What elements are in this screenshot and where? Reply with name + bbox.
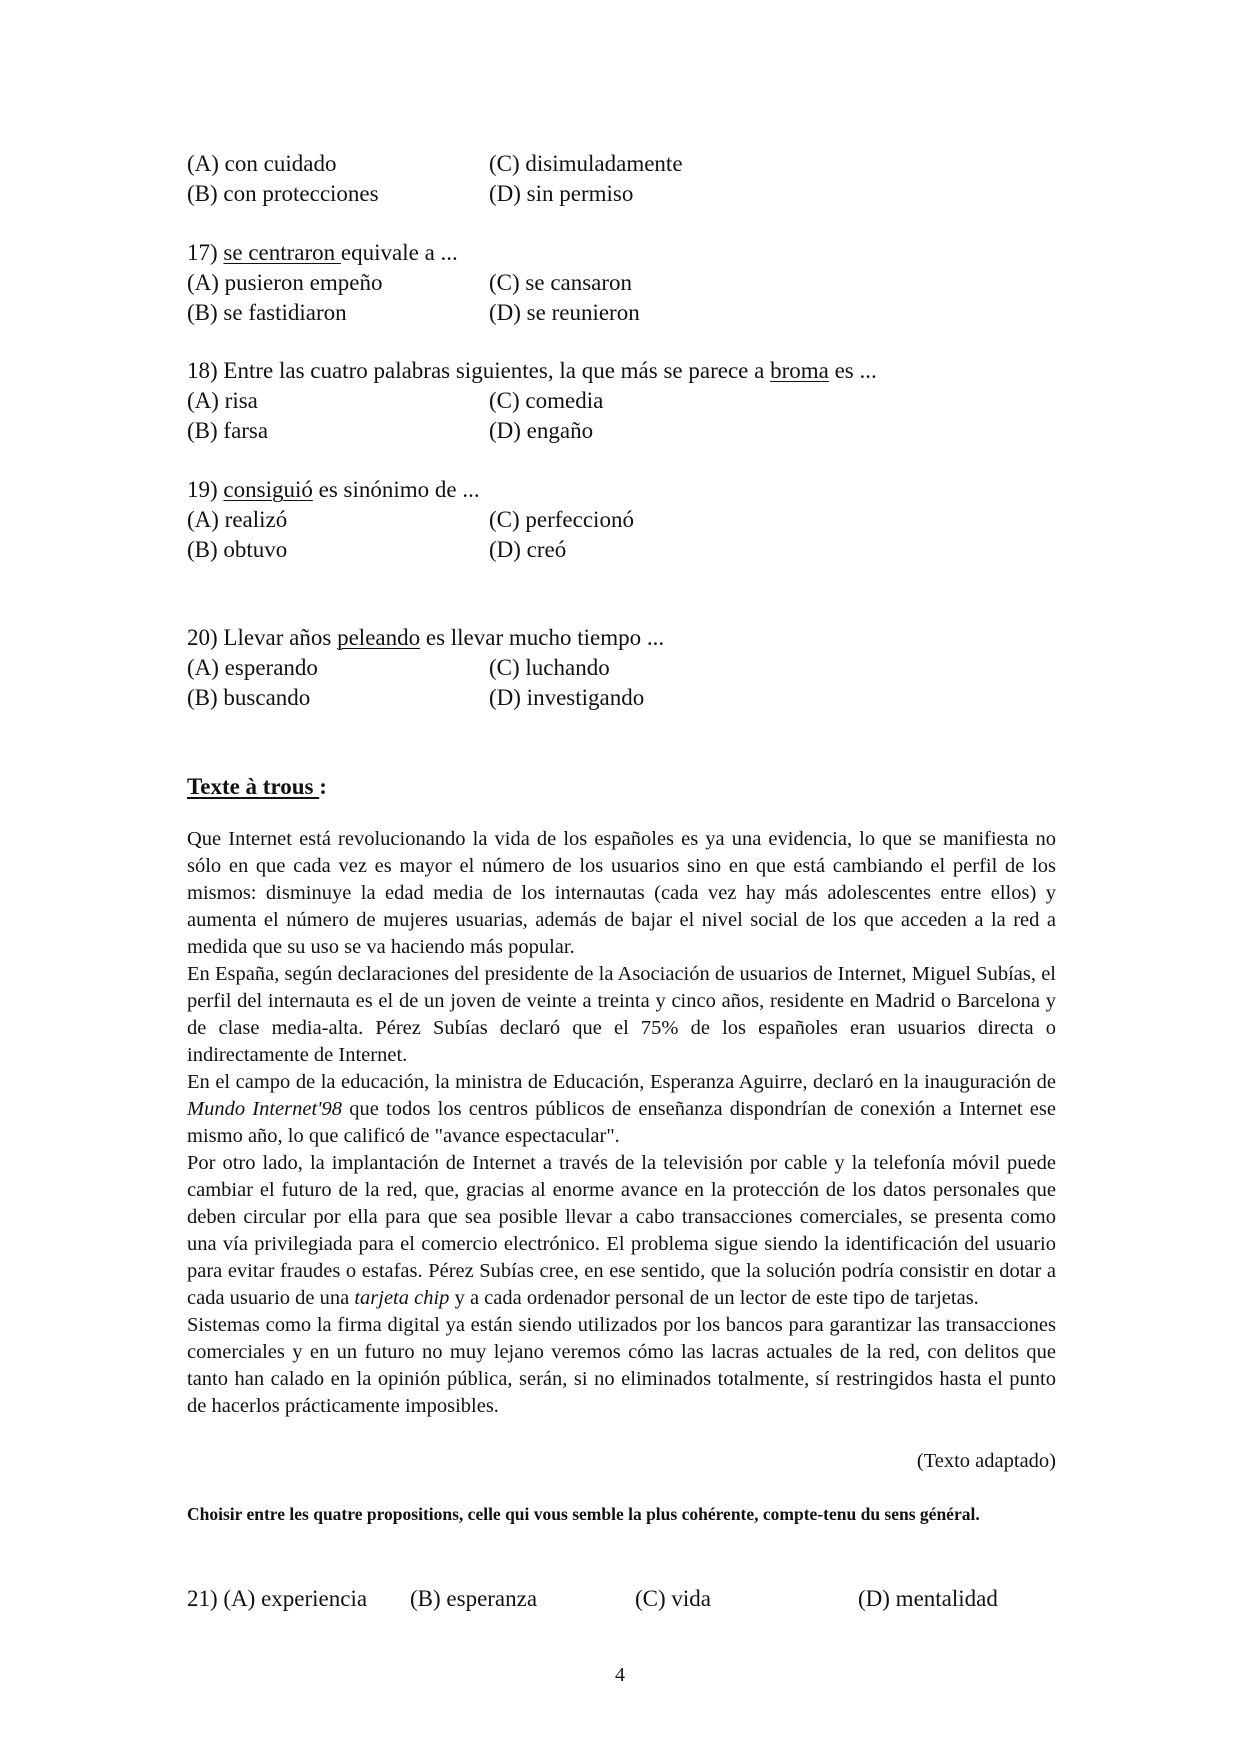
q21-option-c: (C) vida: [635, 1586, 712, 1611]
passage-text: [187, 826, 1056, 1420]
q19-option-d: (D) creó: [489, 537, 567, 562]
q17-option-c: (C) se cansaron: [489, 270, 633, 295]
passage-paragraph-3: En el campo de la educación, la ministra de Educación, Esperanza Aguirre, declaró en la inauguración de Mundo Internet'98 que todos los centros públicos de enseñanza dispondrían de conexión a Internet ese mismo año, lo que calificó de "avance espectacular".: [187, 1071, 1056, 1147]
q20-option-d: (D) investigando: [489, 685, 645, 710]
q20-question: 20) Llevar años peleando es llevar mucho tiempo ...: [187, 625, 665, 650]
q18-option-b: (B) farsa: [187, 418, 269, 443]
event-name: Mundo Internet'98: [187, 1098, 343, 1120]
q18-question: 18) Entre las cuatro palabras siguientes, la que más se parece a broma es ...: [187, 358, 877, 383]
q19-question: 19) consiguió es sinónimo de ...: [187, 477, 480, 502]
page-number: 4: [615, 1664, 625, 1686]
q17-option-a: (A) pusieron empeño: [187, 270, 383, 295]
passage-paragraph-2: En España, según declaraciones del presidente de la Asociación de usuarios de Internet, Miguel Subías, el perfil del internauta es el de un joven de veinte a treinta y cinco años, residente en Madrid o Barcelona y de clase media-alta. Pérez Subías declaró que el 75% de los españoles eran usuarios directa o indirectamente de Internet.: [187, 963, 1056, 1066]
q17-option-d: (D) se reunieron: [489, 300, 640, 325]
q18-option-a: (A) risa: [187, 388, 258, 413]
passage-paragraph-1: Que Internet está revolucionando la vida de los españoles es ya una evidencia, lo que se manifiesta no sólo en que cada vez es mayor el número de los usuarios sino en que está cambiando el perfil de los mismos: disminuye la edad media de los internautas (cada vez hay más adolescentes entre ellos) y aumenta el número de mujeres usuarias, además de bajar el nivel social de los que acceden a la red a medida que su uso se va haciendo más popular.: [187, 828, 1056, 958]
q19-target-word: consiguió: [223, 477, 313, 502]
passage-paragraph-4: Por otro lado, la implantación de Internet a través de la televisión por cable y la telefonía móvil puede cambiar el futuro de la red, que, gracias al enorme avance en la protección de los datos personales que deben circular por ella para que sea posible llevar a cabo transacciones comerciales, se presenta como una vía privilegiada para el comercio electrónico. El problema sigue siendo la identificación del usuario para evitar fraudes o estafas. Pérez Subías cree, en ese sentido, que la solución podría consistir en dotar a cada usuario de una tarjeta chip y a cada ordenador personal de un lector de este tipo de tarjetas.: [187, 1152, 1056, 1309]
q20-option-a: (A) esperando: [187, 655, 318, 680]
q17-question: 17) se centraron equivale a ...: [187, 240, 458, 265]
q20-option-c: (C) luchando: [489, 655, 610, 680]
q16-option-c: (C) disimuladamente: [489, 151, 683, 176]
instruction-text: Choisir entre les quatre propositions, celle qui vous semble la plus cohérente, compte-tenu du sens général.: [187, 1504, 980, 1524]
q20-target-word: peleando: [337, 625, 421, 650]
q18-option-c: (C) comedia: [489, 388, 604, 413]
q16-option-d: (D) sin permiso: [489, 181, 634, 206]
q21-option-a: 21) (A) experiencia: [187, 1586, 368, 1611]
passage-paragraph-5: Sistemas como la firma digital ya están siendo utilizados por los bancos para garantizar las transacciones comerciales y en un futuro no muy lejano veremos cómo las lacras actuales de la red, con delitos que tanto han calado en la opinión pública, serán, si no eliminados totalmente, sí restringidos hasta el punto de hacerlos prácticamente imposibles.: [187, 1314, 1056, 1417]
q21-option-b: (B) esperanza: [410, 1586, 538, 1611]
q17-target-word: se centraron: [223, 240, 341, 265]
q19-option-a: (A) realizó: [187, 507, 288, 532]
q16-option-b: (B) con protecciones: [187, 181, 379, 206]
q16-option-a: (A) con cuidado: [187, 151, 337, 176]
q21-option-d: (D) mentalidad: [858, 1586, 998, 1611]
term-tarjeta-chip: tarjeta chip: [354, 1287, 450, 1309]
q18-target-word: broma: [770, 358, 829, 383]
q17-option-b: (B) se fastidiaron: [187, 300, 347, 325]
section-heading: Texte à trous :: [187, 774, 327, 799]
q20-option-b: (B) buscando: [187, 685, 311, 710]
q18-option-d: (D) engaño: [489, 418, 594, 443]
q19-option-b: (B) obtuvo: [187, 537, 288, 562]
source-note: (Texto adaptado): [916, 1450, 1056, 1472]
q19-option-c: (C) perfeccionó: [489, 507, 634, 532]
